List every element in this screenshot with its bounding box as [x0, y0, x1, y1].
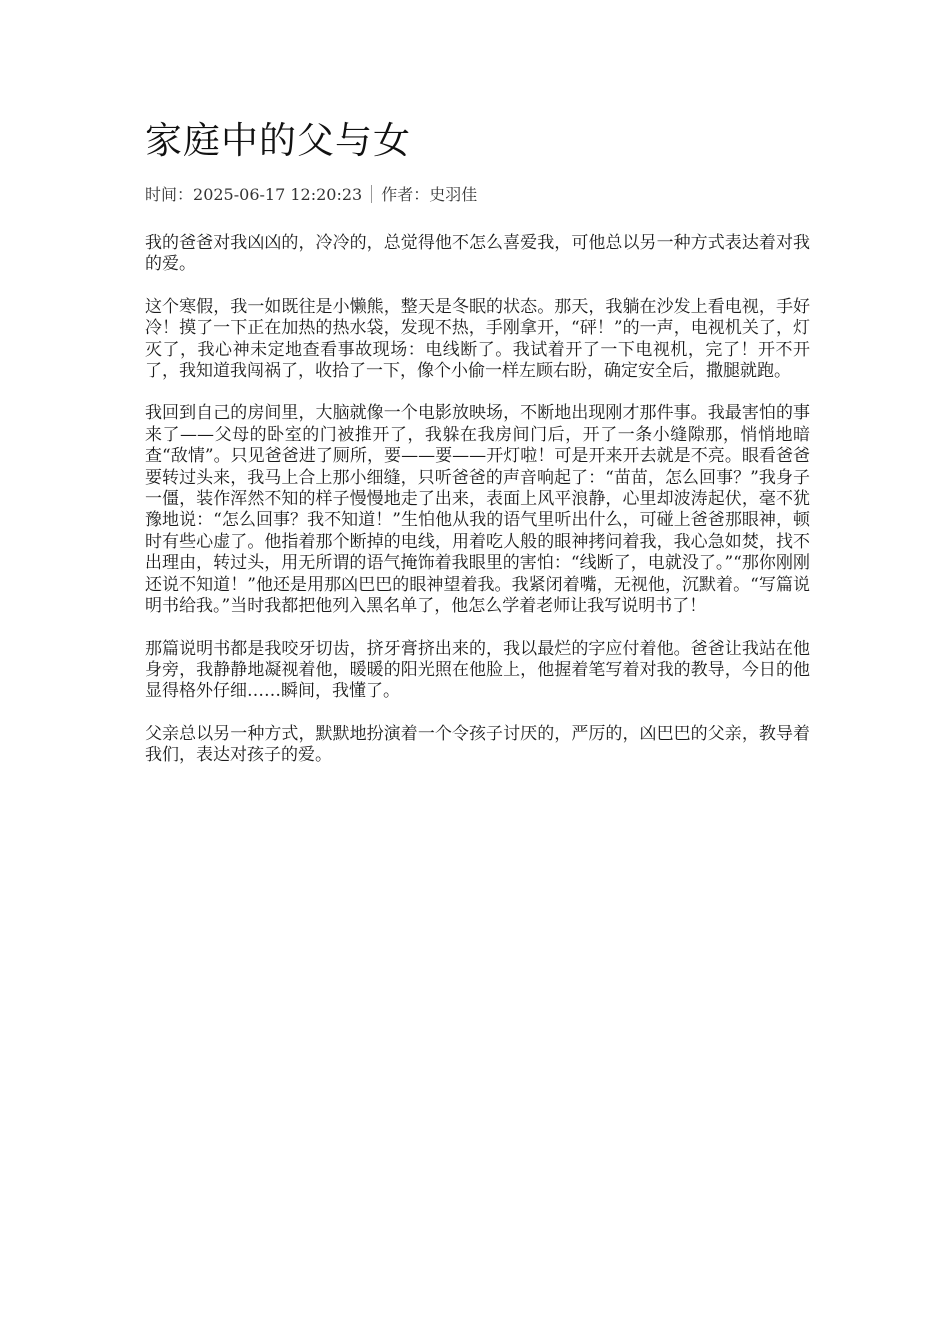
- article-title: 家庭中的父与女: [145, 119, 411, 162]
- paragraph-4: 那篇说明书都是我咬牙切齿，挤牙膏挤出来的，我以最烂的字应付着他。爸爸让我站在他身旁，我静静地凝视着他，暖暖的阳光照在他脸上，他握着笔写着对我的教导，今日的他显得格外仔细……瞬间，我懂了。: [145, 638, 810, 702]
- time-value: 2025-06-17 12:20:23: [193, 185, 363, 204]
- paragraph-5: 父亲总以另一种方式，默默地扮演着一个令孩子讨厌的，严厉的，凶巴巴的父亲，教导着我们，表达对孩子的爱。: [145, 723, 810, 766]
- meta-divider: [371, 185, 372, 203]
- article-body: [145, 233, 810, 767]
- article-meta: [145, 184, 810, 206]
- paragraph-3: 我回到自己的房间里，大脑就像一个电影放映场，不断地出现刚才那件事。我最害怕的事来了——父母的卧室的门被推开了，我躲在我房间门后，开了一条小缝隙那，悄悄地暗查“敌情”。只见爸爸进了厕所，要——要——开灯啦！可是开来开去就是不亮。眼看爸爸要转过头来，我马上合上那小细缝，只听爸爸的声音响起了：“苗苗，怎么回事？”我身子一僵，装作浑然不知的样子慢慢地走了出来，表面上风平浪静，心里却波涛起伏，毫不犹豫地说：“怎么回事？我不知道！”生怕他从我的语气里听出什么，可碰上爸爸那眼神，顿时有些心虚了。他指着那个断掉的电线，用着吃人般的眼神拷问着我，我心急如焚，找不出理由，转过头，用无所谓的语气掩饰着我眼里的害怕：“线断了，电就没了。”“那你刚刚还说不知道！”他还是用那凶巴巴的眼神望着我。我紧闭着嘴，无视他，沉默着。“写篇说明书给我。”当时我都把他列入黑名单了，他怎么学着老师让我写说明书了！: [145, 403, 810, 617]
- paragraph-2: 这个寒假，我一如既往是小懒熊，整天是冬眠的状态。那天，我躺在沙发上看电视，手好冷！摸了一下正在加热的热水袋，发现不热，手刚拿开，“砰！”的一声，电视机关了，灯灭了，我心神未定地查看事故现场：电线断了。我试着开了一下电视机，完了！开不开了，我知道我闯祸了，收拾了一下，像个小偷一样左顾右盼，确定安全后，撒腿就跑。: [145, 296, 810, 382]
- paragraph-1: 我的爸爸对我凶凶的，冷冷的，总觉得他不怎么喜爱我，可他总以另一种方式表达着对我的爱。: [145, 233, 810, 275]
- article: [145, 112, 810, 788]
- author-label: 作者：: [381, 185, 430, 204]
- author-value: 史羽佳: [429, 185, 478, 204]
- time-label: 时间：: [145, 185, 194, 204]
